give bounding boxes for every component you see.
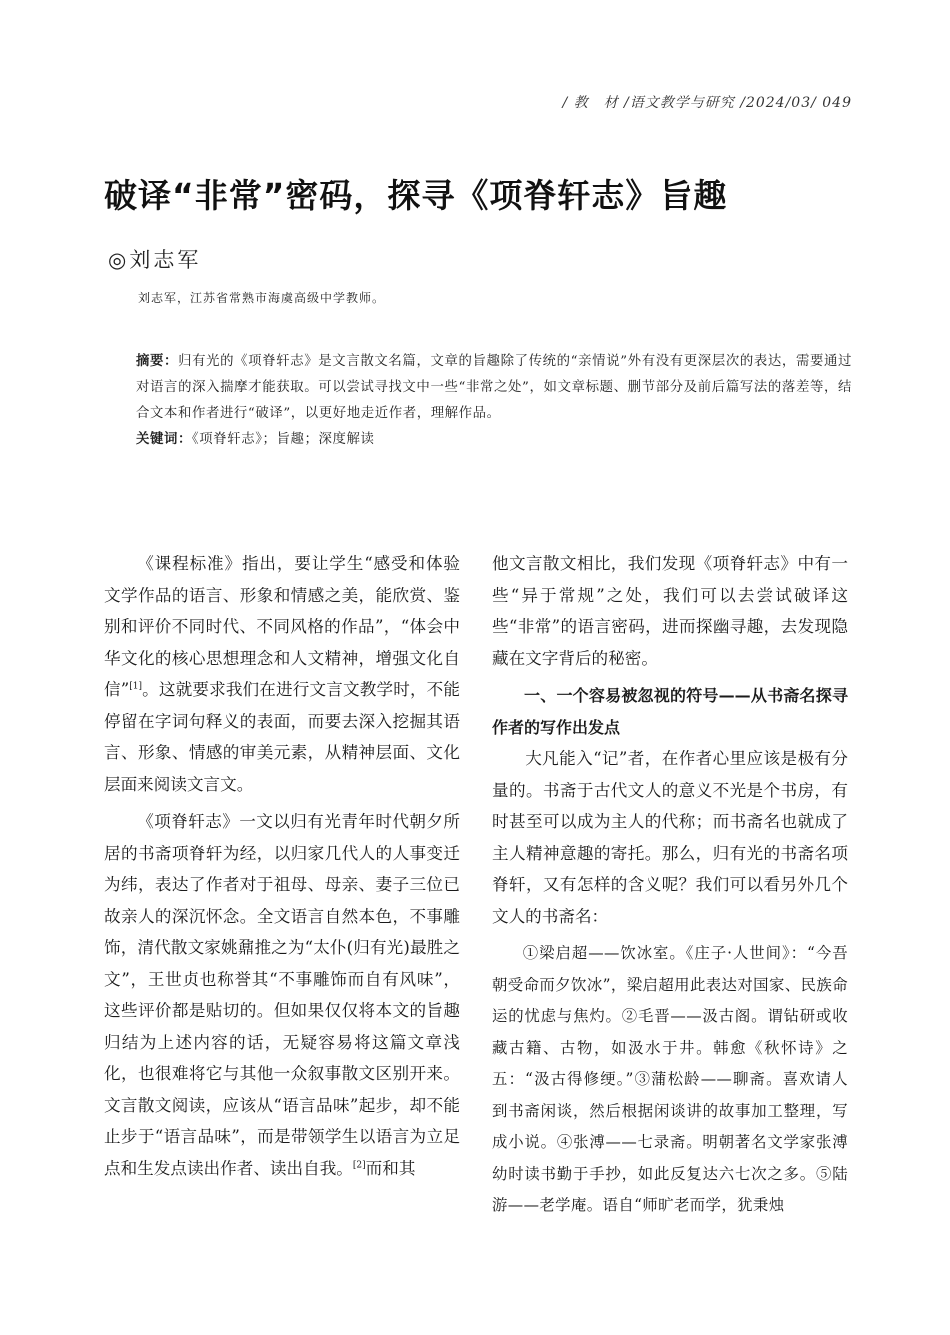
abstract-paragraph [104,349,852,427]
keywords-text: 《项脊轩志》；旨趣；深度解读 [191,432,375,447]
author-note: 刘志军，江苏省常熟市海虞高级中学教师。 [138,291,386,305]
body-paragraph-1 [104,548,460,800]
paragraph-2-text-cont: 而和其 [365,1158,416,1178]
body-paragraph-2 [104,806,460,1184]
paragraph-1-text: 《课程标准》指出，要让学生“感受和体验文学作品的语言、形象和情感之美，能欣赏、鉴别和评价不同时代、不同风格的作品”，“体会中华文化的核心思想理念和人文精神，增强文化自信” [104,554,460,699]
body-paragraph-3: 他文言散文相比，我们发现《项脊轩志》中有一些“异于常规”之处，我们可以去尝试破译这些“非常”的语言密码，进而探幽寻趣，去发现隐藏在文字背后的秘密。 [492,554,848,668]
abstract-label: 摘要： [136,354,179,369]
paragraph-1-text-cont: 。这就要求我们在进行文言文教学时，不能停留在字词句释义的表面，而要去深入挖掘其语言、形象、情感的审美元素，从精神层面、文化层面来阅读文言文。 [104,680,461,794]
running-header: / 教 材 /语文教学与研究 /2024/03/ 049 [562,95,852,111]
reference-1: [1] [129,681,142,692]
left-column [104,548,460,1184]
abstract-text: 归有光的《项脊轩志》是文言散文名篇，文章的旨趣除了传统的“亲情说”外有没有更深层次的表达，需要通过对语言的深入揣摩才能获取。可以尝试寻找文中一些“非常之处”，如文章标题、删节部分及前后篇写法的落差等，结合文本和作者进行“破译”，以更好地走近作者，理解作品。 [136,354,852,421]
author-name: ◎刘志军 [108,248,202,272]
article-title: 破译“非常”密码，探寻《项脊轩志》旨趣 [104,176,728,215]
keywords-label: 关键词： [136,432,192,447]
keywords-line [104,427,852,453]
right-column [492,548,848,1222]
abstract-block [104,349,852,453]
reference-2: [2] [352,1159,366,1170]
paragraph-2-text: 《项脊轩志》一文以归有光青年时代朝夕所居的书斋项脊轩为经，以归家几代人的人事变迁为纬，表达了作者对于祖母、母亲、妻子三位已故亲人的深沉怀念。全文语言自然本色，不事雕饰，清代散文家姚鼐推之为“太仆(归有光)最胜之文”，王世贞也称誉其“不事雕饰而自有风味”，这些评价都是贴切的。但如果仅仅将本文的旨趣归结为上述内容的话，无疑容易将这篇文章浅化，也很难将它与其他一众叙事散文区别开来。文言散文阅读，应该从“语言品味”起步，却不能止步于“语言品味”，而是带领学生以语言为立足点和生发点读出作者、读出自我。 [104,812,460,1178]
body-paragraph-4: 大凡能入“记”者，在作者心里应该是极有分量的。书斋于古代文人的意义不光是个书房，有时甚至可以成为主人的代称；而书斋名也就成了主人精神意趣的寄托。那么，归有光的书斋名项脊轩，又有怎样的含义呢？我们可以看另外几个文人的书斋名： [492,749,848,926]
studio-name-examples: ①梁启超——饮冰室。《庄子·人世间》：“今吾朝受命而夕饮冰”，梁启超用此表达对国家、民族命运的忧虑与焦灼。②毛晋——汲古阁。谓钻研或收藏古籍、古物，如汲水于井。韩愈《秋怀诗》之五：“汲古得修绠。”③蒲松龄——聊斋。喜欢请人到书斋闲谈，然后根据闲谈讲的故事加工整理，写成小说。④张溥——七录斋。明朝著名文学家张溥幼时读书勤于手抄，如此反复达六七次之多。⑤陆游——老学庵。语自“师旷老而学，犹秉烛 [492,944,848,1214]
section-heading-1: 一、一个容易被忽视的符号——从书斋名探寻作者的写作出发点 [492,686,848,737]
